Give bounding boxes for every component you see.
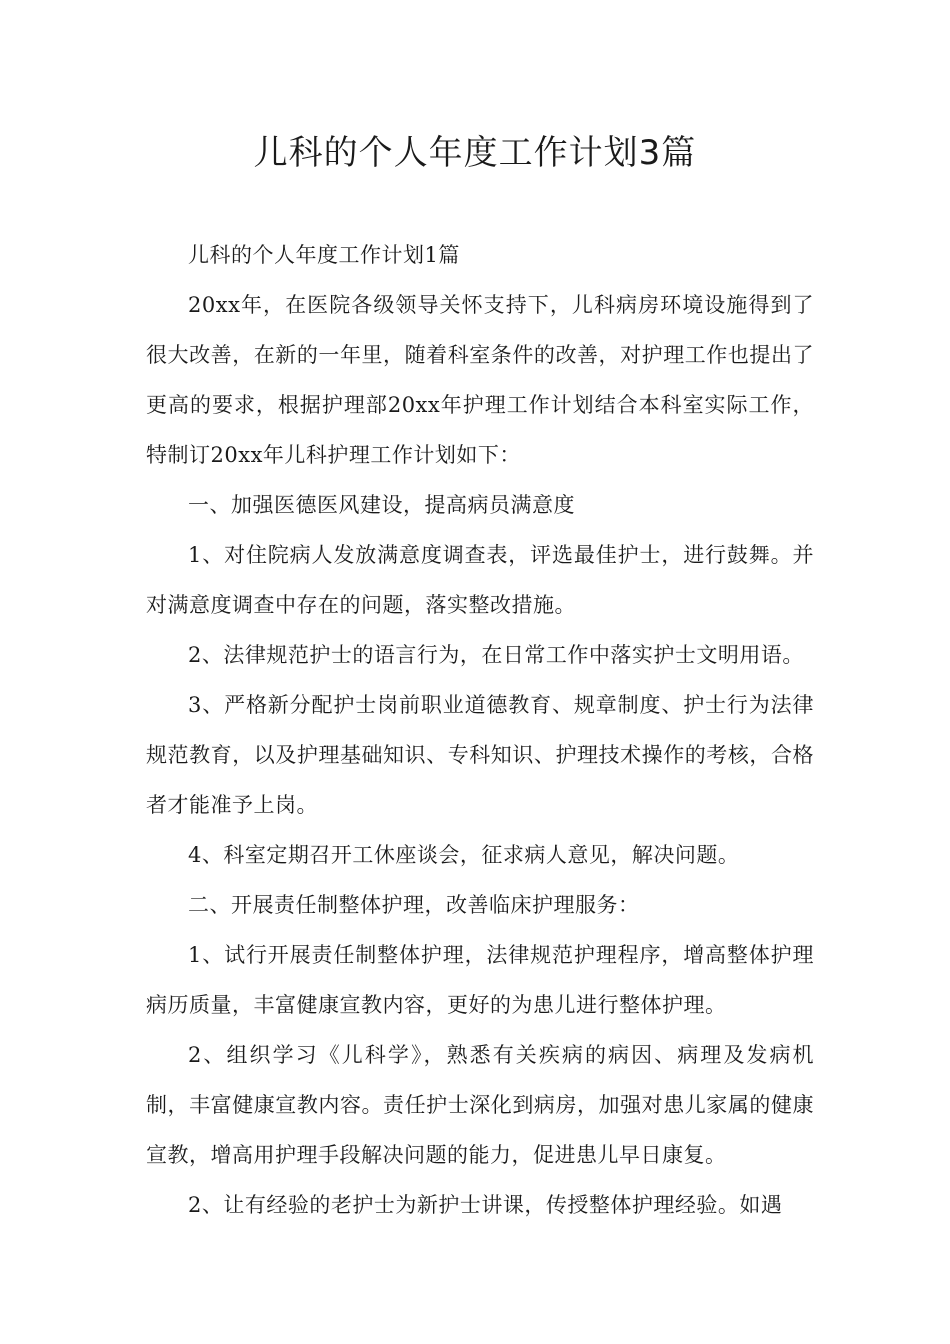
- section-heading-2: 二、开展责任制整体护理，改善临床护理服务：: [188, 893, 640, 917]
- list-item-1-4: 4、科室定期召开工休座谈会，征求病人意见，解决问题。: [188, 843, 740, 867]
- document-title: 儿科的个人年度工作计划3篇: [253, 133, 697, 173]
- list-item-1-3: 3、严格新分配护士岗前职业道德教育、规章制度、护士行为法律规范教育，以及护理基础知识、专科知识、护理技术操作的考核，合格者才能准予上岗。: [146, 693, 814, 817]
- document-body: [146, 230, 814, 1230]
- list-item-1-1: 1、对住院病人发放满意度调查表，评选最佳护士，进行鼓舞。并对满意度调查中存在的问题，落实整改措施。: [146, 543, 814, 617]
- list-item-2-2: 2、组织学习《儿科学》，熟悉有关疾病的病因、病理及发病机制，丰富健康宣教内容。责任护士深化到病房，加强对患儿家属的健康宣教，增高用护理手段解决问题的能力，促进患儿早日康复。: [146, 1043, 814, 1167]
- list-item-2-1: 1、试行开展责任制整体护理，法律规范护理程序，增高整体护理病历质量，丰富健康宣教内容，更好的为患儿进行整体护理。: [146, 943, 814, 1017]
- list-item-2-3: 2、让有经验的老护士为新护士讲课，传授整体护理经验。如遇: [188, 1193, 783, 1217]
- intro-paragraph: 20xx年，在医院各级领导关怀支持下，儿科病房环境设施得到了很大改善，在新的一年里，随着科室条件的改善，对护理工作也提出了更高的要求，根据护理部20xx年护理工作计划结合本科室实际工作，特制订20xx年儿科护理工作计划如下：: [146, 293, 814, 467]
- section-heading-1: 一、加强医德医风建设，提高病员满意度: [188, 493, 575, 517]
- list-item-1-2: 2、法律规范护士的语言行为，在日常工作中落实护士文明用语。: [188, 643, 804, 667]
- section-heading-plan-1: 儿科的个人年度工作计划1篇: [188, 243, 460, 267]
